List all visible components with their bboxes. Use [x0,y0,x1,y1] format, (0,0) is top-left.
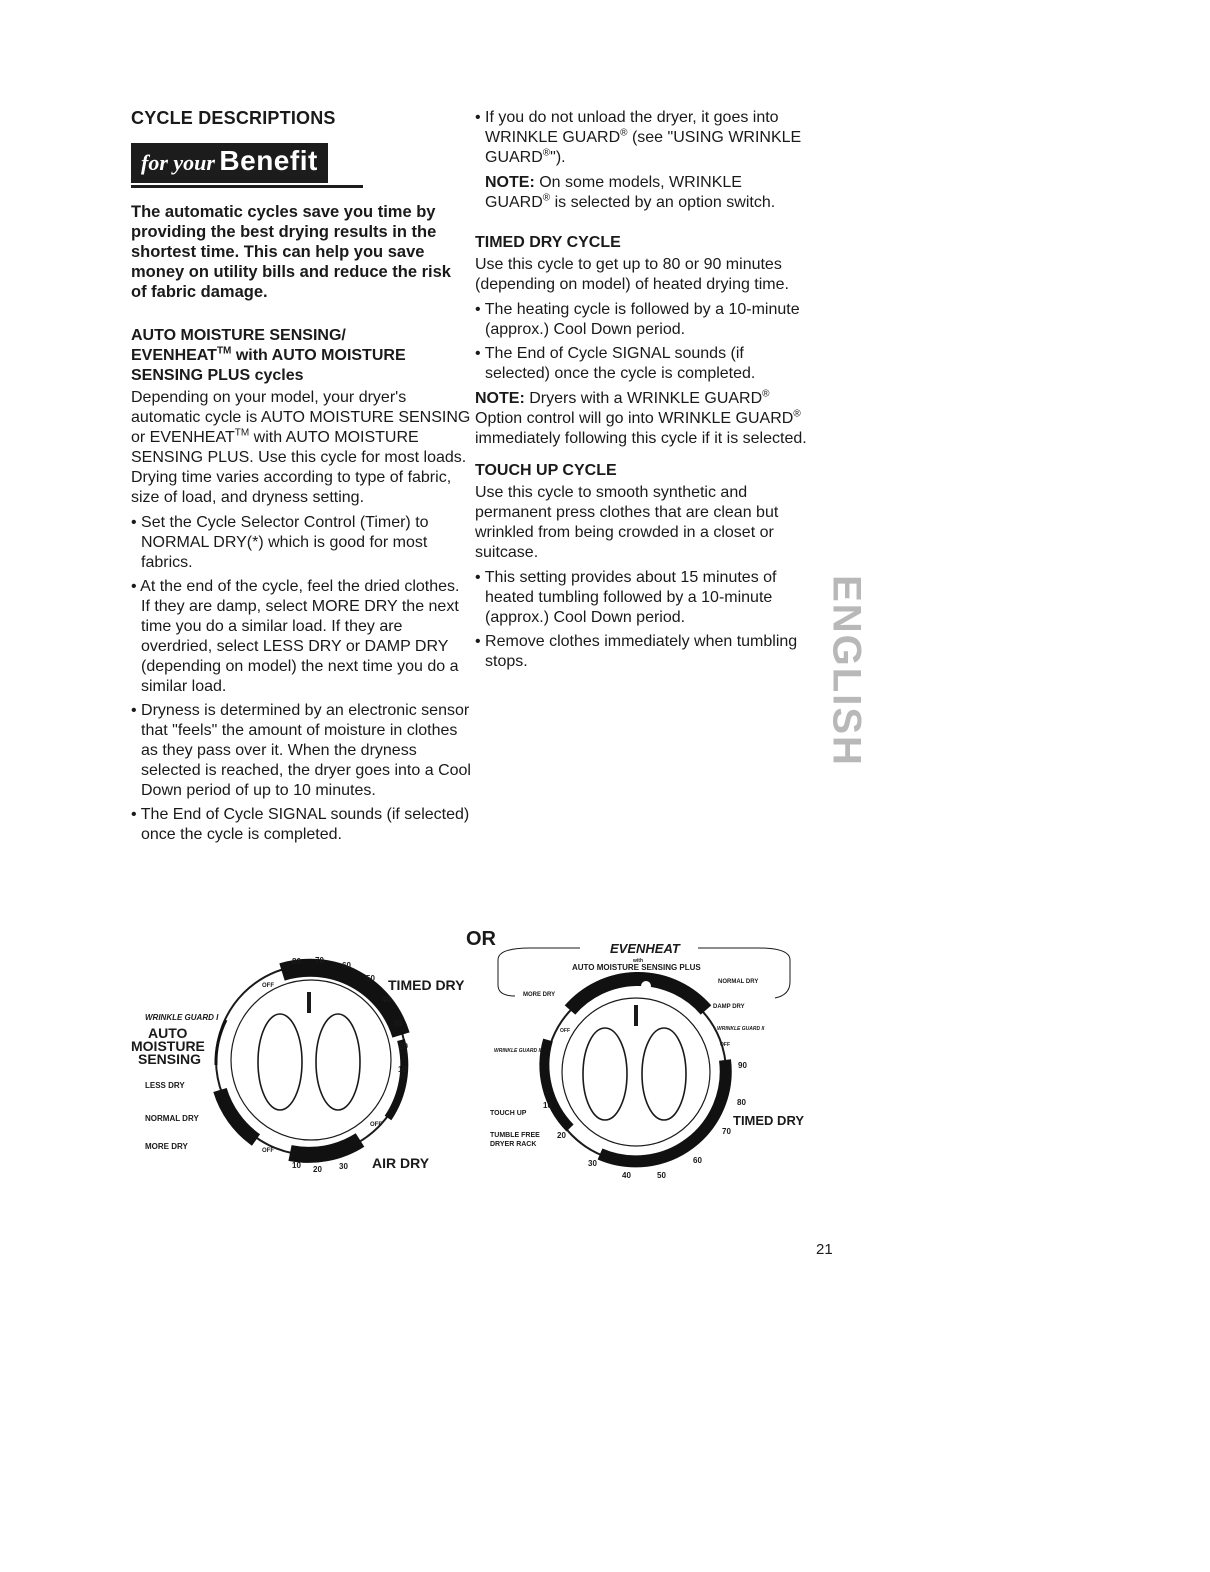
right-num-90: 90 [738,1061,747,1070]
note-label: NOTE: [475,390,525,407]
timed-bullet: • The heating cycle is followed by a 10-minute (approx.) Cool Down period. [475,300,810,340]
reg-mark: ® [762,388,770,400]
benefit-prefix: for your [141,150,215,175]
left-num-20: 20 [399,1042,408,1051]
left-auto-label-1: AUTO [148,1025,188,1041]
timed-dry-heading: TIMED DRY CYCLE [475,234,621,251]
right-num-50: 50 [657,1171,666,1180]
right-tumble-label-2: DRYER RACK [490,1141,537,1148]
left-num-80: 80 [292,957,301,966]
left-air-30: 30 [339,1162,348,1171]
right-damp-dry-label: DAMP DRY [713,1004,745,1010]
touch-bullet: • Remove clothes immediately when tumbling stops. [475,632,810,672]
reg-mark: ® [793,408,801,420]
auto-heading-part-1: AUTO MOISTURE SENSING/ [131,327,346,344]
left-air-dry-label: AIR DRY [372,1155,430,1171]
right-bracket-left [498,948,580,960]
reg-mark: ® [542,192,551,204]
benefit-word: Benefit [219,145,318,176]
left-air-20: 20 [313,1165,322,1174]
right-more-dry-label: MORE DRY [523,992,556,998]
auto-heading-part-2: EVENHEAT [131,347,217,364]
intro-paragraph: The automatic cycles save you time by providing the best drying results in the shortest time. This can help you save money on utility bills and reduce the risk of fabric damage. [131,203,451,301]
right-auto-arc-marker [641,981,651,991]
right-off-label: OFF [720,1042,730,1048]
cycle-descriptions-heading: CYCLE DESCRIPTIONS [131,108,336,128]
right-num-70: 70 [722,1127,731,1136]
auto-heading-tm: TM [216,345,232,357]
right-num-20: 20 [557,1131,566,1140]
reg-mark: ® [542,147,551,159]
auto-bullet: • Set the Cycle Selector Control (Timer) to NORMAL DRY(*) which is good for most fabrics. [131,513,471,573]
right-off-label: OFF [560,1028,570,1034]
left-dial-grip-right [316,1014,360,1110]
auto-body-tm: TM [234,427,250,439]
right-bracket-left-lower [498,960,515,996]
note1-part-2: is selected by an option switch. [550,194,776,211]
touch-up-body: Use this cycle to smooth synthetic and permanent press clothes that are clean but wrinkled from being crowded in a closet or suitcase. [475,484,779,561]
left-num-70: 70 [315,956,324,965]
touch-up-heading: TOUCH UP CYCLE [475,462,617,479]
left-timed-dry-label: TIMED DRY [388,977,465,993]
right-num-60: 60 [693,1156,702,1165]
right-evenheat-label: EVENHEAT [610,941,680,956]
left-auto-label-2: MOISTURE [131,1038,205,1054]
left-dial-grip-left [258,1014,302,1110]
right-dial-grip-right [642,1028,686,1120]
left-wrinkle-guard-label: WRINKLE GUARD I [145,1013,219,1022]
left-off-label: OFF [262,1148,274,1154]
reg-mark: ® [620,127,628,139]
right-auto-plus-label: AUTO MOISTURE SENSING PLUS [572,963,701,972]
right-touch-up-label: TOUCH UP [490,1110,527,1117]
touch-bullet: • This setting provides about 15 minutes of heated tumbling followed by a 10-minute (approx.) Cool Down period. [475,568,810,628]
left-dial [131,956,465,1174]
left-normal-dry-label: NORMAL DRY [145,1114,199,1123]
note2-part-1: Dryers with a WRINKLE GUARD [524,390,763,407]
note2-part-3: immediately following this cycle if it is selected. [475,430,807,447]
left-num-50: 50 [366,974,375,983]
right-wrinkle-guard-left: WRINKLE GUARD II [494,1048,542,1054]
left-num-30: 30 [393,1019,402,1028]
auto-body-part-2: with AUTO MOISTURE SENSING PLUS. Use this cycle for most loads. Drying time varies according to type of fabric, size of load, and dryness setting. [131,429,467,506]
right-num-30: 30 [588,1159,597,1168]
left-auto-label-3: SENSING [138,1051,202,1067]
right-dial [490,941,804,1180]
left-air-arc [290,1140,360,1155]
note2-part-2: Option control will go into WRINKLE GUARD [475,410,794,427]
left-off-label: OFF [262,983,274,989]
right-tumble-label-1: TUMBLE FREE [490,1132,540,1139]
right-normal-dry-label: NORMAL DRY [718,979,759,985]
left-num-40: 40 [382,995,391,1004]
timed-bullet: • The End of Cycle SIGNAL sounds (if selected) once the cycle is completed. [475,344,810,384]
note-label: NOTE: [485,174,535,191]
timed-dry-body: Use this cycle to get up to 80 or 90 minutes (depending on model) of heated drying time. [475,256,789,293]
left-auto-arc [220,1090,256,1140]
left-num-60: 60 [342,961,351,970]
left-more-dry-label: MORE DRY [145,1142,188,1151]
side-tab-label: ENGLISH [824,574,869,767]
note1-part-1: On some models, WRINKLE GUARD [485,174,742,211]
right-bracket-right [698,948,790,998]
right-dial-grip-left [583,1028,627,1120]
wrinkle-bullet-part-3: "). [550,149,566,166]
auto-heading-part-3: with AUTO MOISTURE SENSING PLUS cycles [131,347,406,384]
wrinkle-bullet-part-2: (see "USING WRINKLE GUARD [485,129,802,166]
right-timed-dry-label: TIMED DRY [733,1113,805,1128]
right-wrinkle-guard-right: WRINKLE GUARD II [717,1026,765,1032]
wrinkle-bullet-part-1: If you do not unload the dryer, it goes into WRINKLE GUARD [485,109,779,146]
right-touch-arc [544,1040,570,1128]
left-off-label: OFF [370,1122,382,1128]
left-air-10: 10 [292,1161,301,1170]
page-number: 21 [816,1241,833,1258]
auto-bullet: • Dryness is determined by an electronic sensor that "feels" the amount of moisture in clothes as they pass over it. When the dryness selected is reached, the dryer goes into a Cool Down period of up to 10 minutes. [131,701,471,801]
auto-bullet: • The End of Cycle SIGNAL sounds (if selected) once the cycle is completed. [131,805,471,845]
right-num-40: 40 [622,1171,631,1180]
left-less-dry-label: LESS DRY [145,1081,185,1090]
right-num-80: 80 [737,1098,746,1107]
auto-bullet: • At the end of the cycle, feel the dried clothes. If they are damp, select MORE DRY the next time you do a similar load. If they are overdried, select LESS DRY or DAMP DRY (depending on model) the next time you do a similar load. [131,577,471,697]
right-num-10: 10 [543,1101,552,1110]
right-with-label: with [633,958,643,964]
or-label: OR [466,928,496,950]
auto-body-part-1: Depending on your model, your dryer's automatic cycle is AUTO MOISTURE SENSING or EVENHEAT [131,389,471,446]
left-num-10: 10 [398,1065,407,1074]
